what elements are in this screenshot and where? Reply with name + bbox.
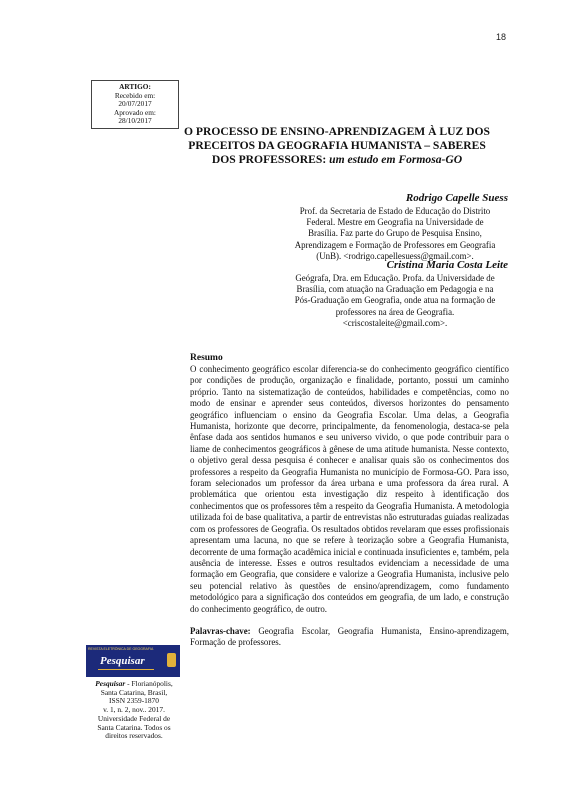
author-bio-1-line: Federal. Mestre em Geografia na Universidade de	[306, 217, 484, 228]
author-bio-2	[282, 273, 508, 329]
title-subtitle: um estudo em Formosa-GO	[326, 153, 463, 166]
journal-info-line: direitos reservados.	[105, 731, 163, 741]
received-label: Recebido em:	[114, 90, 156, 100]
journal-info	[86, 680, 182, 741]
article-title	[150, 125, 524, 167]
title-line-3-main: DOS PROFESSORES:	[211, 153, 327, 166]
author-bio-2-line: Geógrafa, Dra. em Educação. Profa. da Universidade de	[295, 273, 495, 283]
keywords-label: Palavras-chave:	[190, 626, 251, 636]
journal-info-name: Pesquisar	[95, 679, 126, 688]
title-line-2: PRECEITOS DA GEOGRAFIA HUMANISTA – SABERES	[188, 139, 486, 152]
keywords-text: Geografia Escolar, Geografia Humanista, Ensino-aprendizagem, Formação de professores.	[190, 626, 509, 648]
article-info-box	[91, 80, 179, 129]
page-number: 18	[496, 32, 507, 42]
author-bio-1-line: Brasília. Faz parte do Grupo de Pesquisa Ensino,	[308, 228, 482, 239]
author-bio-2-line: <criscostaleite@gmail.com>.	[342, 317, 448, 328]
approved-label: Aprovado em:	[114, 107, 156, 117]
journal-info-line: Santa Catarina, Brasil,	[100, 687, 168, 697]
abstract-heading: Resumo	[190, 353, 223, 363]
journal-logo-name: Pesquisar	[100, 655, 145, 667]
journal-logo	[86, 645, 180, 677]
author-bio-2-line: Brasília, com atuação na Graduação em Pedagogia e na	[296, 284, 494, 295]
title-line-3	[150, 153, 524, 167]
author-bio-2-line: Pós-Graduação em Geografia, onde atua na formação de	[294, 295, 496, 306]
journal-logo-underline	[98, 669, 154, 670]
title-line-1: O PROCESSO DE ENSINO-APRENDIZAGEM À LUZ DOS	[184, 125, 490, 138]
author-bio-1	[282, 206, 508, 262]
author-bio-1-line: Aprendizagem e Formação de Professores em Geografia	[294, 239, 496, 250]
article-label: ARTIGO:	[119, 82, 151, 91]
journal-logo-strip: REVISTA ELETRÔNICA DE GEOGRAFIA	[88, 647, 154, 651]
author-bio-1-line: Prof. da Secretaria de Estado de Educação do Distrito	[299, 206, 491, 216]
author-bio-2-line: professores na área de Geografia.	[335, 306, 455, 317]
journal-info-line: Universidade Federal de	[97, 713, 171, 723]
received-date: 20/07/2017	[118, 99, 152, 109]
author-name-1: Rodrigo Capelle Suess	[405, 192, 508, 204]
abstract-body: O conhecimento geográfico escolar diferencia-se do conhecimento geográfico científico por condições de produção, organização e finalidade, portanto, possui um caminho próprio. Tanto na sistematização de conteúdos, habilidades e competências, como no modo de ensinar e aprender seus conteúdos, diversos horizontes do pensamento geográfico influenciam o ensino da Geografia Escolar. Uma delas, a Geografia Humanista, horizonte que decorre, principalmente, da fenomenologia, destaca-se pela ênfase dada aos sentidos humanos e seu universo vivido, o que pode contribuir para o liame de conhecimentos geográficos à gênese de uma atitude humanista. Nesse contexto, o objetivo geral dessa pesquisa é conhecer e analisar quais são os conhecimentos dos professores a respeito da Geografia Humanista no município de Formosa-GO. Para isso, foram selecionados um professor da área urbana e uma professora da área rural. A problemática que orientou esta investigação diz respeito à identificação dos conhecimentos que os professores têm a respeito da Geografia Humanista. A metodologia utilizada foi de base qualitativa, a partir de entrevistas não estruturadas guiadas realizadas com os professores de Geografia. Os resultados obtidos revelaram que esses profissionais apresentam uma lacuna, no que se refere à teorização sobre a Geografia Humanista, decorrente de uma formação acadêmica inicial e continuada insuficientes e, também, pela ausência de interesse. Esses e outros resultados evidenciam a necessidade de uma formação em Geografia, que considere e valorize a Geografia Humanista, inclusive pelo seu potencial relativo às questões de ensino/aprendizagem, como fundamento metodológico para a significação dos conteúdos em geografia, de um lado, e construção do conhecimento geográfico, de outro.	[190, 364, 509, 614]
journal-info-city: - Florianópolis,	[125, 679, 173, 688]
author-bio-1-line: (UnB). <rodrigo.capellesuess@gmail.com>.	[316, 250, 474, 261]
approved-date: 28/10/2017	[118, 116, 152, 126]
journal-info-line: ISSN 2359-1870	[109, 696, 159, 706]
journal-emblem-icon	[167, 653, 176, 667]
keywords	[190, 626, 509, 649]
journal-info-line: v. 1, n. 2, nov.. 2017.	[103, 705, 165, 715]
author-name-2: Cristina Maria Costa Leite	[386, 259, 508, 271]
journal-info-line: Santa Catarina. Todos os	[97, 722, 171, 732]
